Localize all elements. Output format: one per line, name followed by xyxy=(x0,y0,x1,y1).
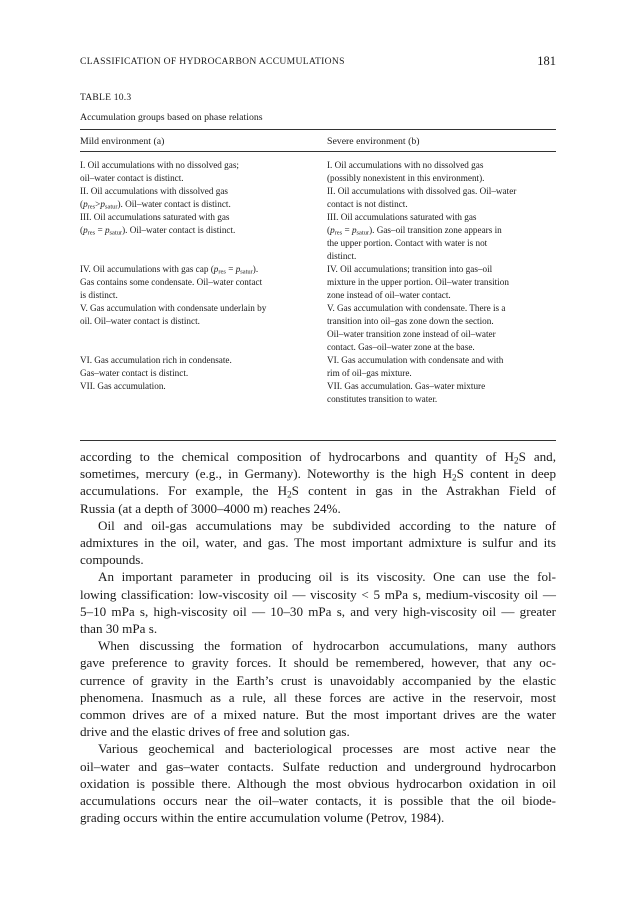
table-cell-line: III. Oil accumulations saturated with gas xyxy=(327,212,477,222)
table-cell-line: VI. Gas accumulation with condensate and with xyxy=(327,355,504,365)
column-header-mild: Mild environment (a) xyxy=(80,136,165,147)
body-line: Various geochemical and bacteriological processes are most active near the xyxy=(98,741,556,757)
body-line: oxidation is possible there. Although the most obvious hydrocarbon oxidation in oil xyxy=(80,775,556,791)
body-line: according to the chemical composition of hydrocarbons and quantity of $H_2S$ and, xyxy=(80,449,557,466)
table-cell-severe xyxy=(327,302,559,354)
body-line: currence of gravity in the Earth’s crust is unavoidably accompanied by the elastic xyxy=(80,672,556,688)
table-cell-line: the upper portion. Contact with water is not xyxy=(327,238,488,248)
table-cell-severe xyxy=(327,185,559,211)
body-line: admixtures in the oil, water, and gas. The most important admixture is sulfur and its xyxy=(80,535,556,551)
table-cell-line: III. Oil accumulations saturated with gas xyxy=(80,212,230,222)
page-number: 181 xyxy=(537,54,556,68)
table-bottom-rule xyxy=(80,440,556,441)
table-cell-mild xyxy=(80,159,318,185)
table-cell-severe xyxy=(327,380,559,406)
body-line: gave preference to gravity forces. It should be remembered, however, that any oc- xyxy=(80,655,556,671)
body-line: than 30 mPa s. xyxy=(80,621,158,637)
table-cell-line: I. Oil accumulations with no dissolved gas xyxy=(327,160,484,170)
table-cell-line: oil. Oil–water contact is distinct. xyxy=(80,316,200,326)
table-cell-severe xyxy=(327,263,559,302)
body-line: When discussing the formation of hydrocarbon accumulations, many authors xyxy=(98,638,556,654)
table-cell-severe xyxy=(327,211,559,263)
table-cell-line: contact. Gas–oil–water zone at the base. xyxy=(327,342,475,352)
table-cell-mild xyxy=(80,185,318,211)
body-line: phenomena. Inasmuch as a rule, all these forces are active in the reservoir, most xyxy=(80,689,556,705)
table-cell-line: is distinct. xyxy=(80,290,118,300)
body-line: accumulations occurs near the oil–water contacts, it is possible that the oil biode- xyxy=(80,793,556,809)
table-cell-line: $(p_{res} = p_{satur})$. Gas–oil transition zone appears in xyxy=(327,225,502,237)
table-cell-line: (possibly nonexistent in this environment). xyxy=(327,173,485,183)
table-cell-line: IV. Oil accumulations; transition into gas–oil xyxy=(327,264,493,274)
table-cell-line: contact is not distinct. xyxy=(327,199,408,209)
body-line: lowing classification: low-viscosity oil — viscosity < 5 mPa s, medium-viscosity oil — xyxy=(80,586,556,602)
table-cell-line: zone instead of oil–water contact. xyxy=(327,290,451,300)
table-cell-mild xyxy=(80,354,318,380)
table-cell-line: V. Gas accumulation with condensate. There is a xyxy=(327,303,506,313)
body-line: compounds. xyxy=(80,552,144,568)
body-line: common drives are of a mixed nature. But the most important drives are the water xyxy=(80,707,556,723)
body-line: drive and the elastic drives of free and solution gas. xyxy=(80,724,350,740)
table-cell-severe xyxy=(327,354,559,380)
body-line: Oil and oil-gas accumulations may be subdivided according to the nature of xyxy=(98,517,556,533)
body-line: 5–10 mPa s, high-viscosity oil — 10–30 mPa s, and very high-viscosity oil — greater xyxy=(80,603,556,619)
table-cell-line: II. Oil accumulations with dissolved gas xyxy=(80,186,228,196)
body-line: Russia (at a depth of 3000–4000 m) reaches 24%. xyxy=(80,500,341,516)
table-cell-mild xyxy=(80,263,318,302)
table-cell-line: VII. Gas accumulation. Gas–water mixture xyxy=(327,381,486,391)
table-cell-line: mixture in the upper portion. Oil–water transition xyxy=(327,277,509,287)
running-head: CLASSIFICATION OF HYDROCARBON ACCUMULATIONS xyxy=(80,56,345,67)
body-line: grading occurs within the entire accumulation volume (Petrov, 1984). xyxy=(80,810,445,826)
table-cell-mild xyxy=(80,302,318,328)
body-line: oil–water and gas–water contacts. Sulfate reduction and underground hydrocarbon xyxy=(80,758,556,774)
body-line: sometimes, mercury (e.g., in Germany). Noteworthy is the high $H_2S$ content in deep xyxy=(80,466,557,483)
table-top-rule xyxy=(80,129,556,130)
table-cell-line: constitutes transition to water. xyxy=(327,394,438,404)
column-header-severe: Severe environment (b) xyxy=(327,136,420,147)
table-cell-severe xyxy=(327,159,559,185)
table-cell-line: Gas–water contact is distinct. xyxy=(80,368,189,378)
table-cell-line: Gas contains some condensate. Oil–water contact xyxy=(80,277,263,287)
table-cell-line: $(p_{res} = p_{satur})$. Oil–water contact is distinct. xyxy=(80,225,236,237)
table-cell-mild xyxy=(80,211,318,237)
table-cell-line: oil–water contact is distinct. xyxy=(80,173,184,183)
table-cell-line: VI. Gas accumulation rich in condensate. xyxy=(80,355,232,365)
body-line: accumulations. For example, the $H_2S$ content in gas in the Astrakhan Field of xyxy=(80,483,556,500)
table-cell-line: VII. Gas accumulation. xyxy=(80,381,166,391)
table-cell-line: II. Oil accumulations with dissolved gas. Oil–water xyxy=(327,186,517,196)
table-cell-line: $(p_{res}>p_{satur})$. Oil–water contact is distinct. xyxy=(80,199,231,211)
table-cell-line: Oil–water transition zone instead of oil–water xyxy=(327,329,496,339)
page-header xyxy=(80,56,556,70)
body-text xyxy=(80,448,556,826)
table-cell-line: transition into oil–gas zone down the section. xyxy=(327,316,494,326)
table-cell-line: distinct. xyxy=(327,251,357,261)
table-header-rule xyxy=(80,151,556,152)
table-label: TABLE 10.3 xyxy=(80,92,132,103)
table-cell-line: I. Oil accumulations with no dissolved gas; xyxy=(80,160,239,170)
body-line: An important parameter in producing oil is its viscosity. One can use the fol- xyxy=(98,569,556,585)
table-cell-mild xyxy=(80,380,318,393)
table-cell-line: V. Gas accumulation with condensate underlain by xyxy=(80,303,267,313)
table-cell-line: rim of oil–gas mixture. xyxy=(327,368,412,378)
table-caption: Accumulation groups based on phase relations xyxy=(80,112,263,123)
table-cell-line: IV. Oil accumulations with gas cap $(p_{res} = p_{satur})$. xyxy=(80,264,259,276)
